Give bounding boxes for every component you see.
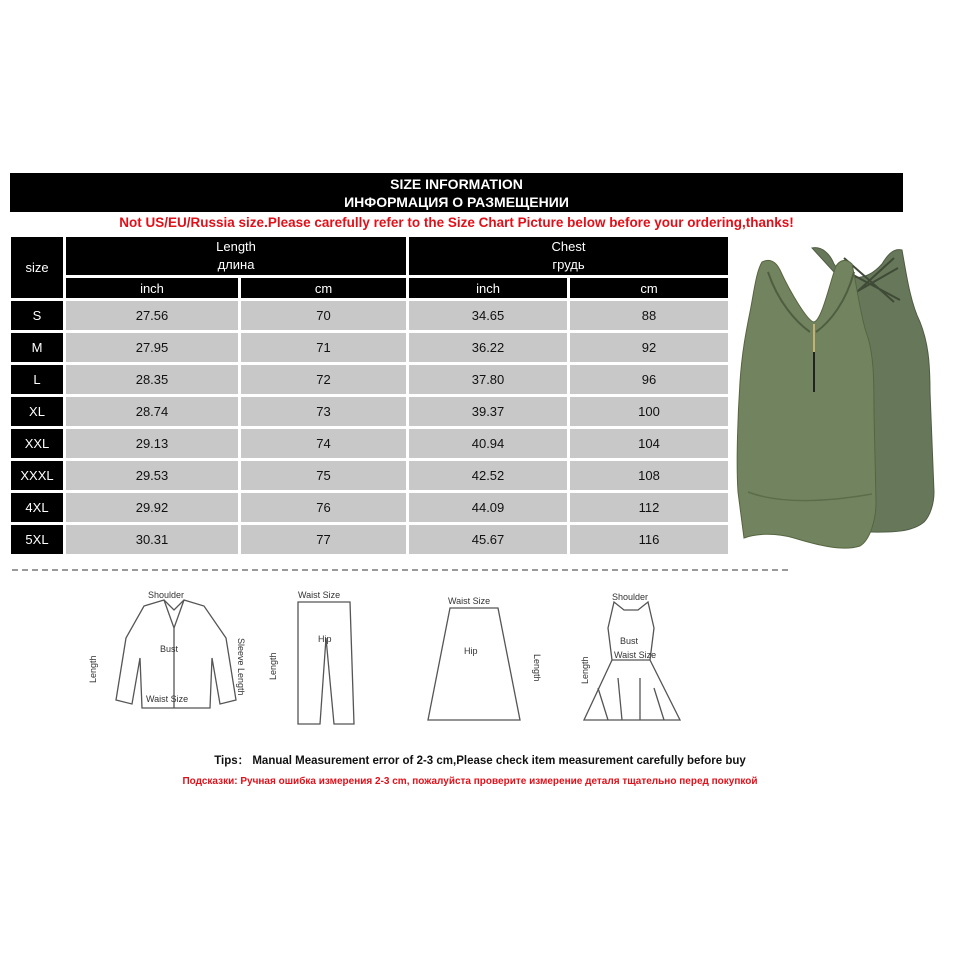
chest-cm-cell: 92: [570, 333, 728, 362]
dress-length-label: Length: [580, 656, 590, 684]
size-info-header: [10, 173, 903, 212]
chest-cm-cell: 116: [570, 525, 728, 554]
size-column-header: size: [11, 237, 63, 298]
length-header-en: Length: [216, 239, 256, 254]
shirt-length-label: Length: [88, 655, 98, 683]
size-cell: M: [11, 333, 63, 362]
size-cell: XL: [11, 397, 63, 426]
size-row: [11, 493, 728, 522]
dress-bust-label: Bust: [620, 636, 639, 646]
length-inch-cell: 30.31: [66, 525, 238, 554]
length-header-ru: длина: [217, 257, 255, 272]
length-cm-cell: 76: [241, 493, 406, 522]
length-cm-cell: 73: [241, 397, 406, 426]
chest-inch-cell: 39.37: [409, 397, 567, 426]
size-cell: XXXL: [11, 461, 63, 490]
chest-cm-cell: 96: [570, 365, 728, 394]
tips-english: Tips： Manual Measurement error of 2-3 cm,Please check item measurement carefully before buy: [214, 755, 746, 767]
chest-inch-cell: 34.65: [409, 301, 567, 330]
chest-inch-cell: 42.52: [409, 461, 567, 490]
chest-header: [409, 237, 728, 275]
length-cm-cell: 74: [241, 429, 406, 458]
dress-shoulder-label: Shoulder: [612, 592, 649, 602]
size-cell: S: [11, 301, 63, 330]
length-header: [66, 237, 406, 275]
length-inch-cell: 28.74: [66, 397, 238, 426]
chest-cm-cell: 108: [570, 461, 728, 490]
shirt-waist-label: Waist Size: [146, 694, 189, 704]
tips-russian: Подсказки: Ручная ошибка измерения 2-3 cm, пожалуйста проверите измерение деталя тщательно перед покупкой: [182, 776, 758, 787]
length-inch-header: inch: [66, 278, 238, 298]
skirt-waist-label: Waist Size: [448, 596, 491, 606]
chest-cm-cell: 104: [570, 429, 728, 458]
size-cell: L: [11, 365, 63, 394]
size-cell: 5XL: [11, 525, 63, 554]
chest-inch-cell: 37.80: [409, 365, 567, 394]
chest-cm-cell: 100: [570, 397, 728, 426]
length-cm-cell: 71: [241, 333, 406, 362]
shirt-bust-label: Bust: [160, 644, 179, 654]
size-row: [11, 333, 728, 362]
length-cm-cell: 72: [241, 365, 406, 394]
skirt-hip-label: Hip: [464, 646, 478, 656]
dress-waist-label: Waist Size: [614, 650, 657, 660]
product-photo-green-top: [734, 242, 954, 560]
length-inch-cell: 27.56: [66, 301, 238, 330]
chest-inch-cell: 45.67: [409, 525, 567, 554]
size-notice: Not US/EU/Russia size.Please carefully refer to the Size Chart Picture below before your ordering,thanks!: [119, 215, 794, 230]
size-cell: 4XL: [11, 493, 63, 522]
length-inch-cell: 29.13: [66, 429, 238, 458]
chest-cm-cell: 88: [570, 301, 728, 330]
chest-header-en: Chest: [551, 239, 586, 254]
header-title-en: SIZE INFORMATION: [390, 176, 523, 192]
size-row: [11, 429, 728, 458]
size-row: [11, 525, 728, 554]
length-inch-cell: 29.92: [66, 493, 238, 522]
size-row: [11, 365, 728, 394]
length-cm-cell: 75: [241, 461, 406, 490]
pants-hip-label: Hip: [318, 634, 332, 644]
size-chart-table: [8, 234, 731, 557]
chest-inch-cell: 40.94: [409, 429, 567, 458]
length-cm-header: cm: [241, 278, 406, 298]
length-inch-cell: 27.95: [66, 333, 238, 362]
header-title-ru: ИНФОРМАЦИЯ О РАЗМЕЩЕНИИ: [344, 194, 569, 210]
chest-header-ru: грудь: [552, 257, 585, 272]
chest-cm-cell: 112: [570, 493, 728, 522]
shirt-shoulder-label: Shoulder: [148, 590, 185, 600]
chest-inch-cell: 36.22: [409, 333, 567, 362]
length-inch-cell: 29.53: [66, 461, 238, 490]
shirt-sleeve-label: Sleeve Length: [236, 638, 246, 696]
pants-waist-label: Waist Size: [298, 590, 341, 600]
size-row: [11, 397, 728, 426]
skirt-length-label: Length: [532, 654, 542, 682]
length-cm-cell: 70: [241, 301, 406, 330]
chest-cm-header: cm: [570, 278, 728, 298]
measurement-diagrams: [88, 588, 708, 738]
size-row: [11, 461, 728, 490]
size-cell: XXL: [11, 429, 63, 458]
chest-inch-cell: 44.09: [409, 493, 567, 522]
length-inch-cell: 28.35: [66, 365, 238, 394]
length-cm-cell: 77: [241, 525, 406, 554]
chest-inch-header: inch: [409, 278, 567, 298]
section-divider: [12, 569, 788, 571]
pants-length-label: Length: [268, 652, 278, 680]
size-row: [11, 301, 728, 330]
